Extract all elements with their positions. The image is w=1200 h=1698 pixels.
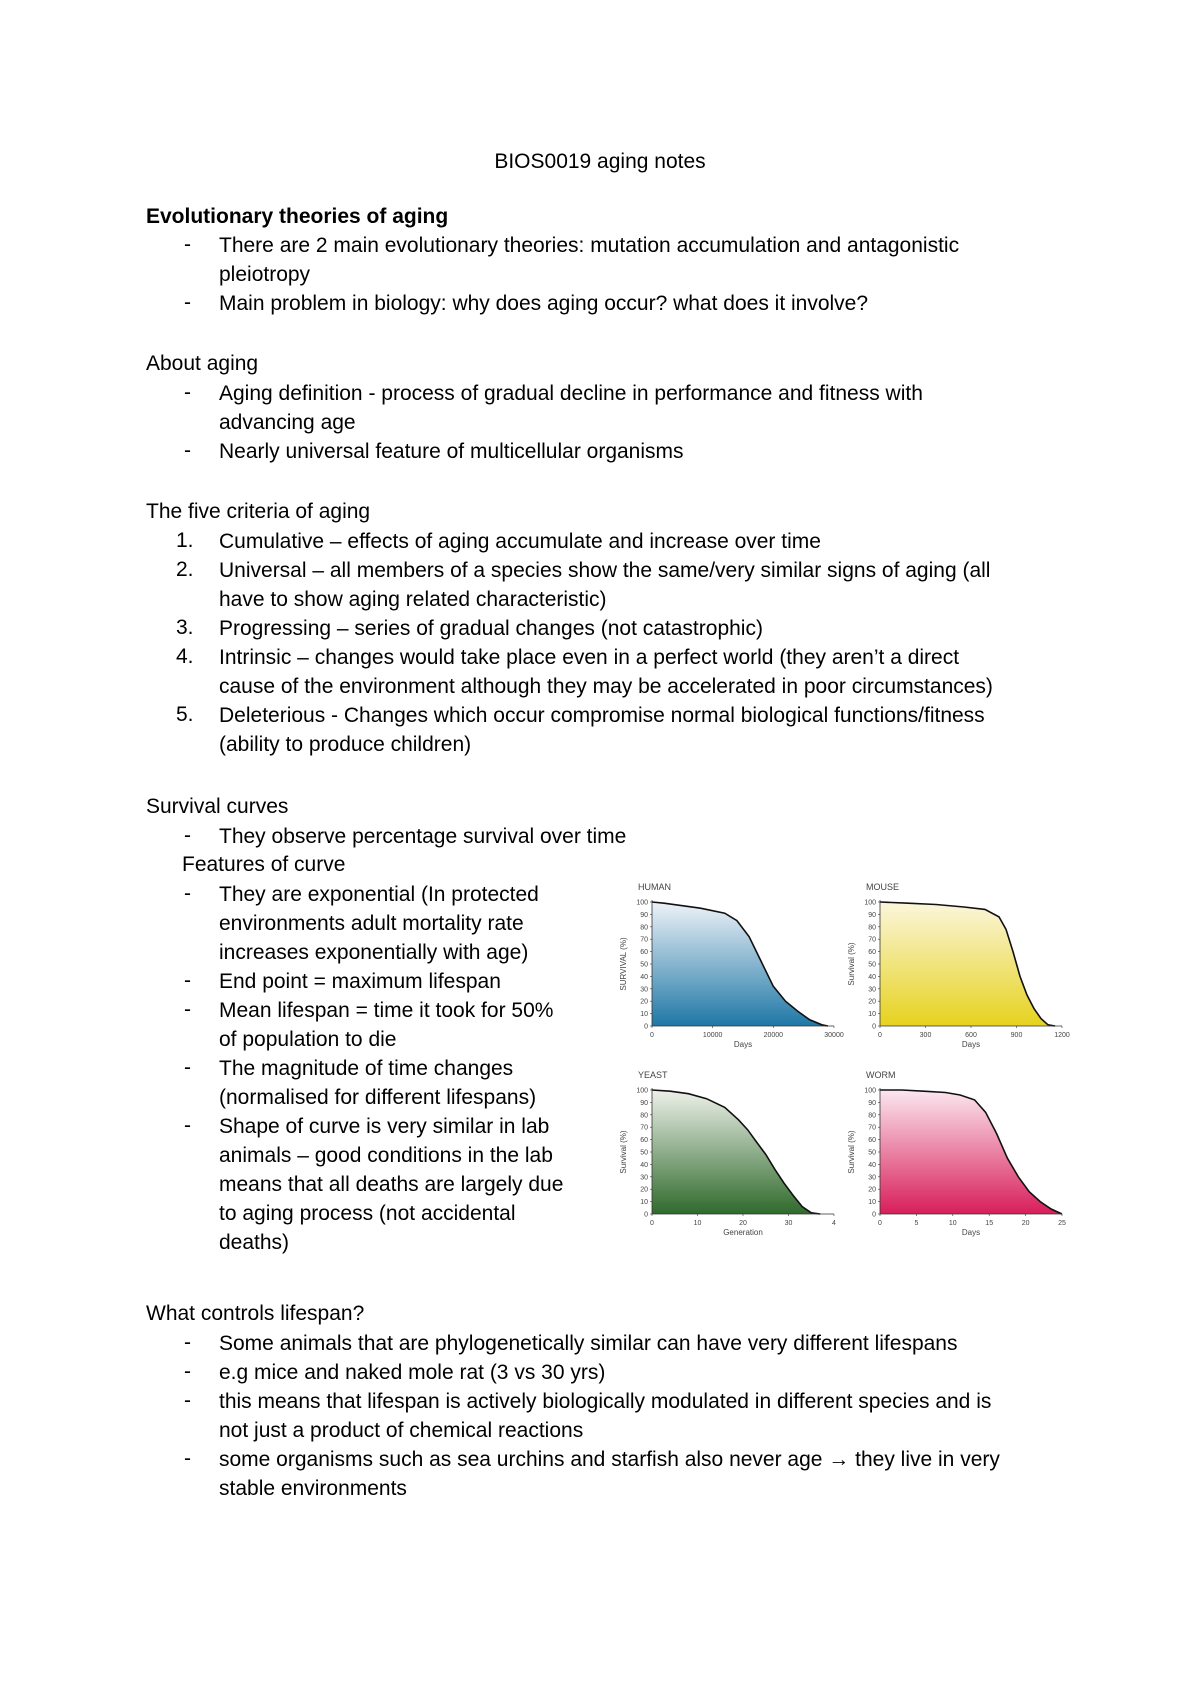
bullet-dash: - xyxy=(184,1114,191,1137)
y-tick-label: 70 xyxy=(868,1124,876,1132)
y-tick-label: 90 xyxy=(868,911,876,919)
y-tick-label: 100 xyxy=(864,1087,876,1095)
list-number: 4. xyxy=(176,645,194,668)
heading-survival-curves: Survival curves xyxy=(146,795,289,818)
chart-title: HUMAN xyxy=(638,882,671,892)
y-tick-label: 90 xyxy=(868,1099,876,1107)
x-tick-label: 20 xyxy=(739,1220,747,1227)
list-item: The magnitude of time changes xyxy=(219,1057,514,1080)
list-item: They observe percentage survival over time xyxy=(219,825,627,848)
x-tick-label: 10 xyxy=(693,1220,702,1227)
x-tick-label: 4 xyxy=(832,1220,836,1227)
x-tick-label: 0 xyxy=(878,1220,882,1227)
x-axis-label: Days xyxy=(961,1040,981,1049)
y-tick-label: 70 xyxy=(640,1124,648,1132)
bullet-dash: - xyxy=(184,1447,191,1470)
chart-mouse xyxy=(840,876,1072,1054)
survival-area xyxy=(880,1090,1062,1214)
y-tick-label: 30 xyxy=(868,1174,876,1182)
list-number: 1. xyxy=(176,529,194,552)
list-item-continuation: environments adult mortality rate xyxy=(219,912,524,935)
list-item: some organisms such as sea urchins and starfish also never age → they live in very xyxy=(219,1448,1000,1471)
list-item: Intrinsic – changes would take place even in a perfect world (they aren’t a direct xyxy=(219,646,960,669)
y-tick-label: 80 xyxy=(640,1112,648,1120)
y-tick-label: 0 xyxy=(644,1211,648,1219)
y-tick-label: 70 xyxy=(868,936,876,944)
survival-area xyxy=(652,902,828,1026)
y-tick-label: 70 xyxy=(640,936,648,944)
x-tick-label: 5 xyxy=(914,1220,919,1227)
y-tick-label: 50 xyxy=(640,1149,648,1157)
y-tick-label: 80 xyxy=(868,924,876,932)
y-tick-label: 100 xyxy=(636,1087,648,1095)
list-number: 3. xyxy=(176,616,194,639)
y-tick-label: 10 xyxy=(868,1199,876,1207)
x-tick-label: 30000 xyxy=(824,1032,844,1039)
y-tick-label: 90 xyxy=(640,911,648,919)
list-item-continuation: (normalised for different lifespans) xyxy=(219,1086,537,1109)
x-tick-label: 10000 xyxy=(702,1032,723,1039)
y-tick-label: 90 xyxy=(640,1099,648,1107)
chart-human xyxy=(612,876,844,1054)
y-tick-label: 30 xyxy=(868,986,876,994)
x-tick-label: 900 xyxy=(1010,1032,1023,1039)
list-item: Progressing – series of gradual changes (not catastrophic) xyxy=(219,617,763,640)
list-number: 5. xyxy=(176,703,194,726)
y-tick-label: 20 xyxy=(640,1186,648,1194)
bullet-dash: - xyxy=(184,1331,191,1354)
list-item: Shape of curve is very similar in lab xyxy=(219,1115,550,1138)
y-tick-label: 10 xyxy=(640,1011,648,1019)
list-item-continuation: deaths) xyxy=(219,1231,290,1254)
list-item: They are exponential (In protected xyxy=(219,883,539,906)
y-tick-label: 60 xyxy=(640,1137,648,1145)
bullet-dash: - xyxy=(184,1360,191,1383)
chart-title: WORM xyxy=(866,1070,896,1080)
list-item-continuation: advancing age xyxy=(219,411,356,434)
y-axis-label: Survival (%) xyxy=(619,1130,628,1174)
x-axis-label: Days xyxy=(733,1040,753,1049)
bullet-dash: - xyxy=(184,1056,191,1079)
list-item-continuation: have to show aging related characteristic) xyxy=(219,588,607,611)
y-tick-label: 20 xyxy=(868,998,876,1006)
list-item-continuation: to aging process (not accidental xyxy=(219,1202,516,1225)
heading-about-aging: About aging xyxy=(146,352,259,375)
y-tick-label: 40 xyxy=(640,973,648,981)
list-number: 2. xyxy=(176,558,194,581)
y-tick-label: 20 xyxy=(868,1186,876,1194)
y-tick-label: 40 xyxy=(868,973,876,981)
x-tick-label: 0 xyxy=(650,1220,654,1227)
bullet-dash: - xyxy=(184,1389,191,1412)
list-item-continuation: pleiotropy xyxy=(219,263,311,286)
y-tick-label: 20 xyxy=(640,998,648,1006)
y-axis-label: Survival (%) xyxy=(847,942,856,986)
list-item: Mean lifespan = time it took for 50% xyxy=(219,999,554,1022)
chart-yeast xyxy=(612,1064,844,1242)
y-tick-label: 40 xyxy=(640,1161,648,1169)
bullet-dash: - xyxy=(184,291,191,314)
y-tick-label: 10 xyxy=(640,1199,648,1207)
x-axis-label: Generation xyxy=(723,1228,763,1237)
list-item: Universal – all members of a species show the same/very similar signs of aging (all xyxy=(219,559,991,582)
list-item-continuation: not just a product of chemical reactions xyxy=(219,1419,584,1442)
list-item: Aging definition - process of gradual decline in performance and fitness with xyxy=(219,382,923,405)
y-tick-label: 60 xyxy=(868,949,876,957)
y-tick-label: 60 xyxy=(640,949,648,957)
list-item: this means that lifespan is actively biologically modulated in different species and is xyxy=(219,1390,992,1413)
x-tick-label: 0 xyxy=(650,1032,654,1039)
y-tick-label: 0 xyxy=(872,1211,876,1219)
bullet-dash: - xyxy=(184,381,191,404)
subheading-features-of-curve: Features of curve xyxy=(182,853,346,876)
list-item: End point = maximum lifespan xyxy=(219,970,501,993)
x-tick-label: 15 xyxy=(985,1220,994,1227)
x-tick-label: 600 xyxy=(965,1032,977,1039)
chart-worm xyxy=(840,1064,1072,1242)
x-tick-label: 25 xyxy=(1058,1220,1066,1227)
x-tick-label: 20000 xyxy=(763,1032,784,1039)
x-tick-label: 1200 xyxy=(1054,1032,1070,1039)
bullet-dash: - xyxy=(184,969,191,992)
list-item: e.g mice and naked mole rat (3 vs 30 yrs) xyxy=(219,1361,606,1384)
bullet-dash: - xyxy=(184,439,191,462)
x-tick-label: 20 xyxy=(1021,1220,1030,1227)
x-tick-label: 30 xyxy=(784,1220,793,1227)
list-item: Some animals that are phylogenetically similar can have very different lifespans xyxy=(219,1332,958,1355)
bullet-dash: - xyxy=(184,233,191,256)
y-tick-label: 30 xyxy=(640,1174,648,1182)
y-tick-label: 60 xyxy=(868,1137,876,1145)
bullet-dash: - xyxy=(184,824,191,847)
chart-title: MOUSE xyxy=(866,882,900,892)
heading-five-criteria: The five criteria of aging xyxy=(146,500,371,523)
list-item: Cumulative – effects of aging accumulate and increase over time xyxy=(219,530,821,553)
heading-what-controls-lifespan: What controls lifespan? xyxy=(146,1302,365,1325)
x-tick-label: 0 xyxy=(878,1032,882,1039)
y-tick-label: 0 xyxy=(872,1023,876,1031)
list-item-continuation: cause of the environment although they may be accelerated in poor circumstances) xyxy=(219,675,993,698)
survival-area xyxy=(652,1090,820,1214)
list-item-continuation: increases exponentially with age) xyxy=(219,941,529,964)
list-item-continuation: animals – good conditions in the lab xyxy=(219,1144,553,1167)
document-title: BIOS0019 aging notes xyxy=(494,150,706,173)
list-item: Nearly universal feature of multicellular organisms xyxy=(219,440,684,463)
list-item-continuation: stable environments xyxy=(219,1477,407,1500)
heading-evolutionary-theories: Evolutionary theories of aging xyxy=(146,205,449,228)
y-tick-label: 100 xyxy=(636,899,648,907)
x-tick-label: 300 xyxy=(919,1032,932,1039)
list-item: Main problem in biology: why does aging occur? what does it involve? xyxy=(219,292,869,315)
y-tick-label: 50 xyxy=(868,1149,876,1157)
list-item-continuation: (ability to produce children) xyxy=(219,733,472,756)
y-tick-label: 0 xyxy=(644,1023,648,1031)
x-axis-label: Days xyxy=(961,1228,981,1237)
x-tick-label: 10 xyxy=(948,1220,957,1227)
y-tick-label: 30 xyxy=(640,986,648,994)
list-item: There are 2 main evolutionary theories: mutation accumulation and antagonistic xyxy=(219,234,960,257)
y-tick-label: 80 xyxy=(640,924,648,932)
y-tick-label: 40 xyxy=(868,1161,876,1169)
y-tick-label: 10 xyxy=(868,1011,876,1019)
bullet-dash: - xyxy=(184,998,191,1021)
list-item-continuation: means that all deaths are largely due xyxy=(219,1173,564,1196)
list-item: Deleterious - Changes which occur compromise normal biological functions/fitness xyxy=(219,704,985,727)
chart-title: YEAST xyxy=(638,1070,668,1080)
y-axis-label: Survival (%) xyxy=(847,1130,856,1174)
y-tick-label: 80 xyxy=(868,1112,876,1120)
list-item-continuation: of population to die xyxy=(219,1028,397,1051)
y-tick-label: 50 xyxy=(868,961,876,969)
y-axis-label: SURVIVAL (%) xyxy=(619,937,628,991)
survival-area xyxy=(880,902,1055,1026)
y-tick-label: 50 xyxy=(640,961,648,969)
bullet-dash: - xyxy=(184,882,191,905)
y-tick-label: 100 xyxy=(864,899,876,907)
